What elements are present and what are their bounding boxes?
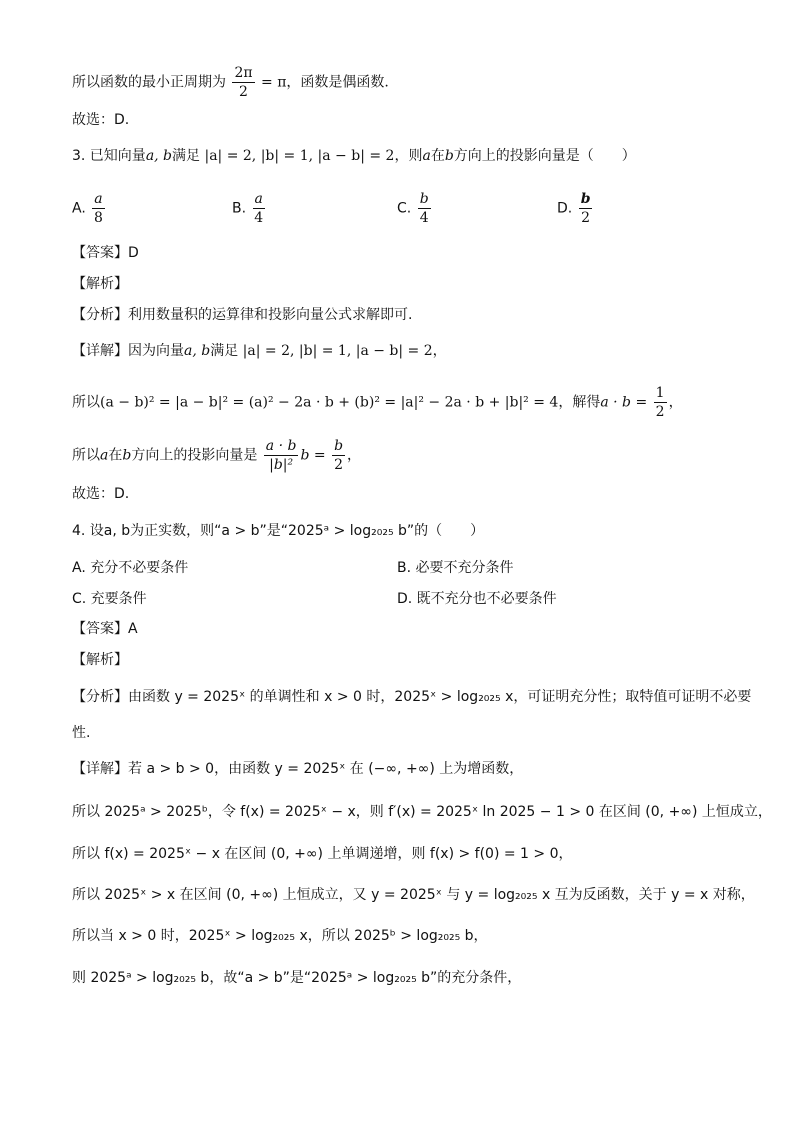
vector-condition: |a| = 2, |b| = 1, |a − b| = 2 <box>204 148 395 164</box>
q4-option-b: B. 必要不充分条件 <box>397 560 514 576</box>
result-fraction <box>654 384 667 421</box>
fraction-numerator: 2π <box>234 65 253 81</box>
option-label: C. <box>397 200 412 217</box>
projection-fraction <box>264 437 299 474</box>
detail-line-2: 所以(a − b)² = |a − b|² = (a)² − 2a · b + (b)² = |a|² − 2a · b + |b|² = 4，解得a · b = $\frac{1}{2}$ ， <box>72 385 683 420</box>
vector-vars: a, b <box>145 148 173 164</box>
analysis-fenxi-q4-cont: 性. <box>72 725 91 741</box>
period-line <box>72 64 389 101</box>
option-fraction <box>579 190 593 227</box>
analysis-fenxi-q3: 【分析】利用数量积的运算律和投影向量公式求解即可. <box>72 307 413 323</box>
projection-vector: b = <box>300 447 326 464</box>
option-label: D. <box>557 200 573 217</box>
analysis-fenxi-q4: 【分析】由函数 y = 2025ˣ 的单调性和 x > 0 时，2025ˣ > log₂₀₂₅ x，可证明充分性；取特值可证明不必要 <box>72 689 752 705</box>
option-d <box>557 190 594 227</box>
fraction-denominator: 2 <box>655 404 665 420</box>
fraction-denominator: 8 <box>93 210 103 226</box>
detail-q4-line-2: 所以 2025ᵃ > 2025ᵇ，令 f(x) = 2025ˣ − x，则 f′(x) = 2025ˣ ln 2025 − 1 > 0 在区间 (0, +∞) 上恒成立， <box>72 804 772 820</box>
fraction-denominator: |b|² <box>269 457 294 473</box>
detail-text: 在 <box>108 447 123 464</box>
option-label: B. <box>232 200 247 217</box>
detail-text: ，解得 <box>558 394 601 411</box>
option-b <box>232 190 267 227</box>
answer-tag-q3: 【答案】D <box>72 245 139 261</box>
projection-result-fraction <box>332 437 345 474</box>
fraction-denominator: 2 <box>334 457 343 473</box>
option-label: A. <box>72 200 86 217</box>
option-c <box>397 190 433 227</box>
analysis-tag-q4: 【解析】 <box>72 652 128 668</box>
fraction-numerator: a <box>254 191 263 207</box>
option-fraction <box>418 190 431 227</box>
vector-a: a <box>422 148 431 164</box>
vector-vars: a, b <box>184 343 211 359</box>
answer-tag-q4: 【答案】A <box>72 621 138 637</box>
choice-line-1: 故选：D. <box>72 112 130 128</box>
detail-q4-line-4: 所以 2025ˣ > x 在区间 (0, +∞) 上恒成立，又 y = 2025ˣ 与 y = log₂₀₂₅ x 互为反函数，关于 y = x 对称， <box>72 887 755 903</box>
stem-text: 满足 <box>172 148 201 164</box>
detail-text: 方向上的投影向量是 <box>131 447 258 464</box>
question-4-stem: 4. 设a, b为正实数，则“a > b”是“2025ᵃ > log₂₀₂₅ b”的（ ） <box>72 523 485 539</box>
vector-b: b <box>444 148 454 164</box>
option-a <box>72 190 107 227</box>
choice-line-2: 故选：D. <box>72 486 130 502</box>
detail-line-1 <box>72 341 447 361</box>
analysis-tag-q3: 【解析】 <box>72 276 128 292</box>
detail-q4-line-6: 则 2025ᵃ > log₂₀₂₅ b，故“a > b”是“2025ᵃ > log₂₀₂₅ b”的充分条件， <box>72 970 522 986</box>
period-text: 所以函数的最小正周期为 <box>72 74 226 91</box>
detail-text: 满足 <box>210 343 239 359</box>
vector-a: a <box>100 447 109 464</box>
fraction-denominator: 2 <box>581 210 591 226</box>
detail-text: ， <box>347 447 362 464</box>
stem-text: 在 <box>430 148 445 164</box>
option-fraction <box>253 190 265 227</box>
fraction-denominator: 4 <box>254 210 264 226</box>
fraction-denominator: 4 <box>419 210 429 226</box>
dot-product-equation: (a − b)² = |a − b|² = (a)² − 2a · b + (b)² = |a|² − 2a · b + |b|² = 4 <box>100 394 559 411</box>
q4-option-d: D. 既不充分也不必要条件 <box>397 591 557 607</box>
dot-product-result: a · b = <box>600 394 648 411</box>
fraction-numerator: b <box>419 191 429 207</box>
vector-condition: |a| = 2, |b| = 1, |a − b| = 2， <box>242 343 447 359</box>
vector-b: b <box>122 447 132 464</box>
question-3-stem <box>72 146 636 166</box>
fraction-numerator: b <box>334 438 344 454</box>
detail-line-3 <box>72 437 361 474</box>
detail-q4-line-1: 【详解】若 a > b > 0，由函数 y = 2025ˣ 在 (−∞, +∞) 上为增函数， <box>72 761 524 777</box>
stem-text: 3. 已知向量 <box>72 148 146 164</box>
detail-q4-line-3: 所以 f(x) = 2025ˣ − x 在区间 (0, +∞) 上单调递增，则 f(x) > f(0) = 1 > 0， <box>72 846 573 862</box>
fraction-denominator: 2 <box>239 84 248 100</box>
fraction-numerator: 1 <box>655 385 665 401</box>
detail-text: 所以 <box>72 447 100 464</box>
detail-text: 【详解】因为向量 <box>72 343 184 359</box>
stem-text: ，则 <box>394 148 423 164</box>
option-fraction <box>92 190 104 227</box>
period-conclusion: = π，函数是偶函数. <box>261 74 389 91</box>
fraction-numerator: a · b <box>265 438 297 454</box>
period-fraction <box>232 64 254 101</box>
q4-option-a: A. 充分不必要条件 <box>72 560 189 576</box>
fraction-numerator: b <box>580 191 591 207</box>
stem-text: 方向上的投影向量是（ ） <box>453 148 636 164</box>
q4-option-c: C. 充要条件 <box>72 591 147 607</box>
detail-text: 所以 <box>72 394 100 411</box>
detail-q4-line-5: 所以当 x > 0 时，2025ˣ > log₂₀₂₅ x，所以 2025ᵇ > log₂₀₂₅ b， <box>72 928 488 944</box>
fraction-numerator: a <box>94 191 103 207</box>
